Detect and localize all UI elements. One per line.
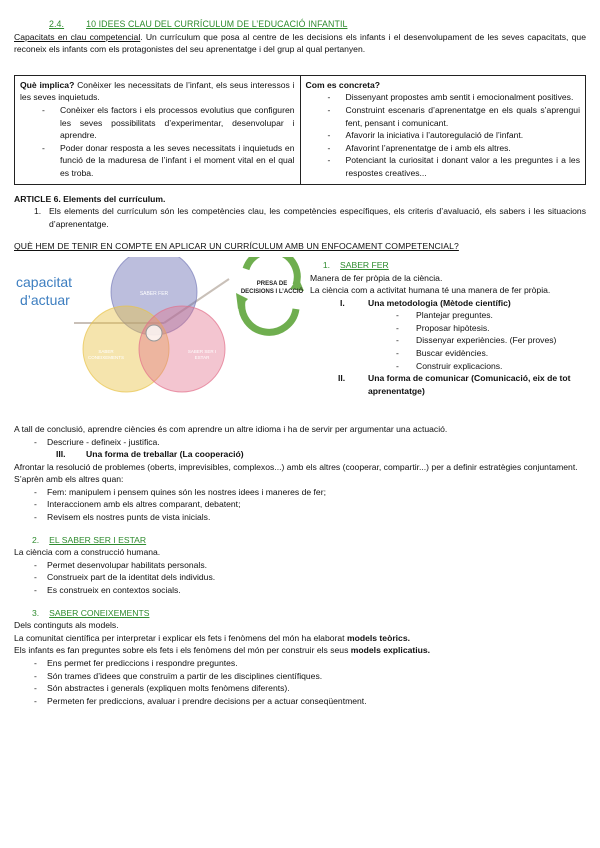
heading-number: 1. — [322, 259, 330, 270]
list-item: - Afavorint l’aprenentatge de i amb els altres. — [306, 142, 581, 155]
ser-label-2: ESTAR — [194, 354, 210, 360]
coneixements-label-1: SABER — [98, 348, 114, 354]
actuar-label: d’actuar — [20, 291, 70, 308]
list-item: - Permeten fer prediccions, avaluar i prendre decisions per a actuar conseqüentment. — [14, 695, 586, 708]
roman-number: III. — [56, 449, 66, 460]
heading-number: 2. — [32, 534, 40, 545]
heading-text: SABER CONEIXEMENTS — [49, 607, 150, 618]
concretion-list — [306, 91, 581, 179]
heading-text: SABER FER — [340, 259, 389, 270]
saber-con-list — [14, 657, 586, 707]
roman-number: I. — [340, 297, 345, 308]
cooperation-title: Una forma de treballar (La cooperació) — [86, 449, 244, 460]
saber-con-line: Dels continguts als models. — [14, 620, 119, 631]
intro-paragraph — [14, 31, 586, 56]
bold-span: models explicatius. — [350, 645, 431, 656]
heading-text: EL SABER SER I ESTAR — [49, 534, 147, 545]
implications-heading: Què implica? — [20, 79, 75, 90]
list-item: - Es construeix en contextos socials. — [14, 584, 586, 597]
competence-section — [14, 257, 586, 423]
saber-fer-heading — [310, 259, 586, 272]
forma-heading — [310, 372, 586, 397]
conclusion-paragraph: A tall de conclusió, aprendre ciències és com aprendre un altre idioma i ha de servir per argumentar una actuació. — [14, 423, 448, 434]
article-title: ARTICLE 6. Elements del currículum. — [14, 193, 166, 204]
saber-fer-line: La ciència com a activitat humana té una manera de fer pròpia. — [310, 285, 551, 296]
list-item: - Dissenyant propostes amb sentit i emocionalment positives. — [306, 91, 581, 104]
saber-fer-line: Manera de fer pròpia de la ciència. — [310, 272, 443, 283]
saber-ser-heading — [14, 534, 586, 547]
intro-term: Capacitats en clau competencial — [14, 31, 141, 42]
list-item: - Construint escenaris d’aprenentatge en els quals s’aprengui fent, pensant i comunicant. — [306, 104, 581, 129]
implications-intro: Conèixer les necessitats de l’infant, els seus interessos i les seves inquietuds. — [20, 79, 295, 103]
heading-number: 3. — [32, 607, 40, 618]
apren-line: S’aprèn amb els altres quan: — [14, 474, 124, 485]
venn-diagram — [14, 257, 304, 423]
section-title-text: 10 IDEES CLAU DEL CURRÍCULUM DE L’EDUCACIÓ INFANTIL — [86, 19, 348, 29]
intro-text: . Un currículum que posa al centre de les decisions els infants i el desenvolupament de les seves capacitats, que reconeix els infants com els protagonistes del seu aprenentatge i del grup al qual pertanyen. — [14, 31, 586, 55]
saber-ser-list — [14, 559, 586, 597]
saber-con-line — [14, 632, 586, 645]
text-span: La comunitat científica per interpretar i explicar els fets i fenòmens del món ha elaborat — [14, 632, 347, 643]
article-item: 1. Els elements del currículum són les competències clau, les competències específiques, els criteris d’avaluació, els sabers i les situacions d’aprenentatge. — [14, 205, 586, 230]
list-item: - Revisem els nostres punts de vista inicials. — [14, 511, 586, 524]
bold-span: models teòrics. — [346, 632, 410, 643]
forma-title: Una forma de comunicar (Comunicació, eix de tot aprenentatge) — [368, 373, 571, 396]
implications-list — [20, 104, 295, 180]
section-number: 2.4. — [49, 19, 65, 29]
document-page — [14, 18, 586, 707]
list-item: - Potenciant la curiositat i donant valor a les preguntes i a les respostes creatives... — [306, 154, 581, 179]
list-item: - Són trames d’idees que construïm a partir de les disciplines científiques. — [14, 670, 586, 683]
list-item: - Poder donar resposta a les seves necessitats i inquietuds en funció de la maduresa de l’infant i el moment vital en el qual es troba. — [20, 142, 295, 180]
saber-coneixements-heading — [14, 607, 586, 620]
method-list — [310, 309, 586, 372]
list-item: - Plantejar preguntes. — [310, 309, 586, 322]
coneixements-label-2: CONEIXEMENTS — [87, 354, 125, 360]
question-heading: QUÈ HEM DE TENIR EN COMPTE EN APLICAR UN CURRÍCULUM AMB UN ENFOCAMENT COMPETENCIAL? — [14, 241, 459, 252]
section-title — [14, 18, 586, 31]
conclusion-list — [14, 436, 586, 449]
center-dot — [146, 325, 162, 341]
capacitat-label: capacitat — [16, 273, 73, 290]
text-span: Els infants es fan preguntes sobre els fets i els fenòmens del món per construir els seus — [14, 645, 351, 656]
list-item: - Afavorir la iniciativa i l’autoregulació de l’infant. — [306, 129, 581, 142]
cooperation-heading — [14, 448, 586, 461]
article-list — [14, 205, 586, 230]
saber-ser-line: La ciència com a construcció humana. — [14, 547, 161, 558]
list-item: - Fem: manipulem i pensem quines són les nostres idees i maneres de fer; — [14, 486, 586, 499]
list-item: - Permet desenvolupar habilitats personals. — [14, 559, 586, 572]
saber-fer-label: SABER FER — [139, 290, 169, 297]
list-item: - Descriure - defineix - justifica. — [14, 436, 586, 449]
concretion-heading: Com es concreta? — [305, 79, 381, 90]
list-item: - Dissenyar experiències. (Fer proves) — [310, 334, 586, 347]
list-item: - Ens permet fer prediccions i respondre preguntes. — [14, 657, 586, 670]
list-item: - Proposar hipòtesis. — [310, 322, 586, 335]
roman-number: II. — [338, 373, 346, 384]
article-block — [14, 193, 586, 231]
presa-label-2: DECISIONS I L’ACCIÓ — [240, 288, 304, 295]
method-title: Una metodologia (Mètode científic) — [368, 297, 511, 308]
implications-table — [14, 75, 586, 185]
list-item: - Conèixer els factors i els processos evolutius que configuren les seves possibilitats d’experimentar, desenvolupar i aprendre. — [20, 104, 295, 142]
list-item: - Construir explicacions. — [310, 360, 586, 373]
saber-fer-block — [310, 259, 586, 398]
afrontar-paragraph: Afrontar la resolució de problemes (oberts, imprevisibles, complexos...) amb els altres (cooperar, compartir...) per a definir estratègies conjuntament. — [14, 461, 578, 472]
concretion-cell — [300, 75, 586, 184]
apren-list — [14, 486, 586, 524]
presa-label-1: PRESA DE — [256, 280, 288, 287]
saber-con-line — [14, 644, 586, 657]
list-item: - Construeix part de la identitat dels individus. — [14, 571, 586, 584]
list-item: - Interaccionem amb els altres comparant, debatent; — [14, 498, 586, 511]
list-item: - Són abstractes i generals (expliquen molts fenòmens diferents). — [14, 682, 586, 695]
implications-cell — [15, 75, 301, 184]
list-item: - Buscar evidències. — [310, 347, 586, 360]
ser-label-1: SABER SER I — [187, 348, 217, 354]
method-heading — [310, 297, 586, 310]
